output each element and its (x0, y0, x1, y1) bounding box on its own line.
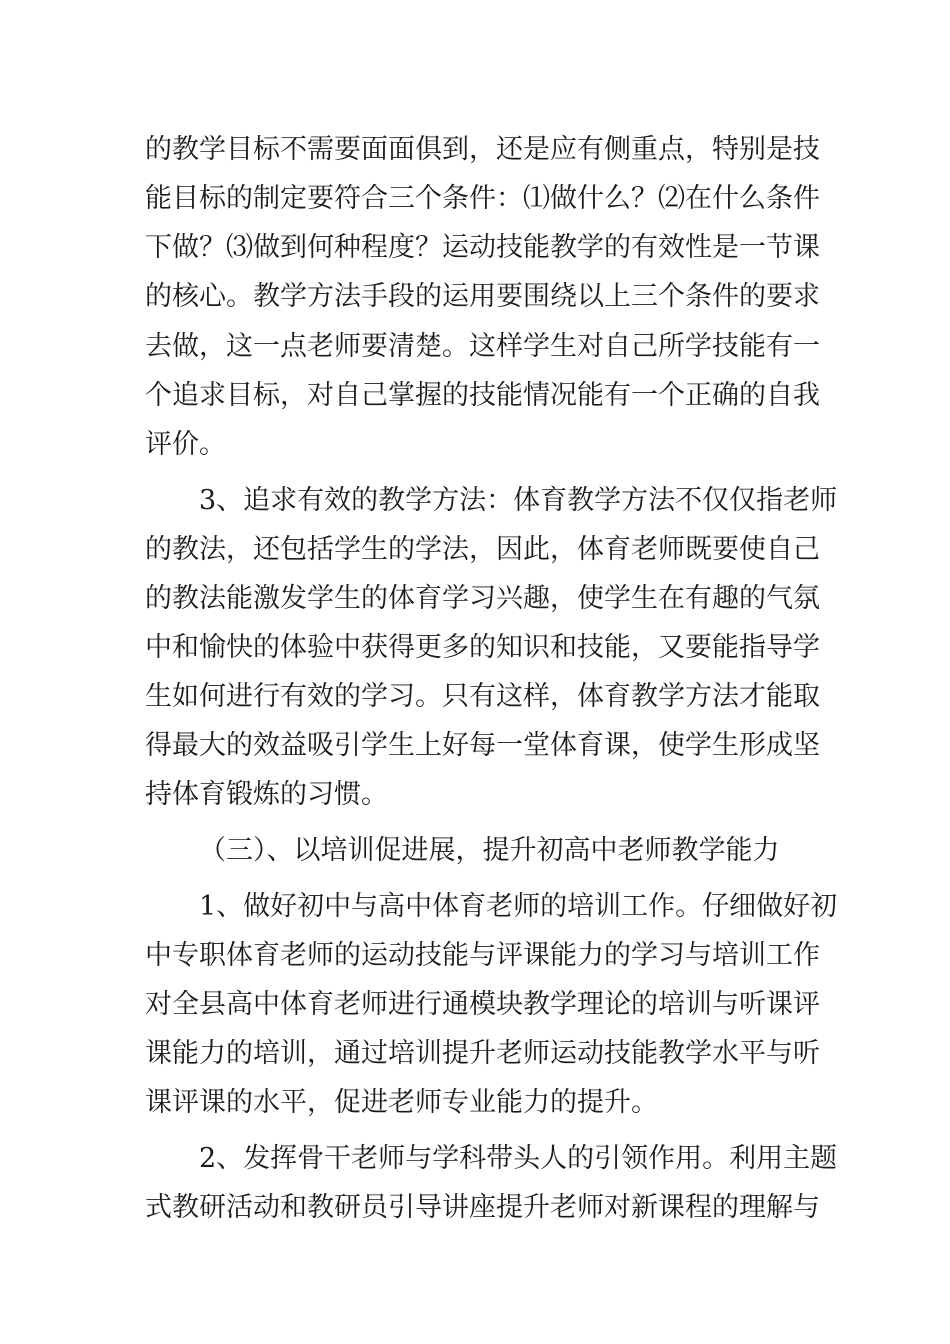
paragraph-line: 中和愉快的体验中获得更多的知识和技能，又要能指导学 (145, 632, 820, 663)
paragraph-line: 持体育锻炼的习惯。 (145, 779, 388, 810)
paragraph-line: 对全县高中体育老师进行通模块教学理论的培训与听课评 (145, 989, 820, 1020)
paragraph-line: 能目标的制定要符合三个条件：⑴做什么？⑵在什么条件 (145, 183, 820, 214)
paragraph-line: 得最大的效益吸引学生上好每一堂体育课，使学生形成坚 (145, 730, 820, 761)
paragraph-first-line: 1、做好初中与高中体育老师的培训工作。仔细做好初 (199, 891, 838, 922)
paragraph-line: 的核心。教学方法手段的运用要围绕以上三个条件的要求 (145, 281, 820, 312)
paragraph-line: 课评课的水平，促进老师专业能力的提升。 (145, 1087, 658, 1118)
paragraph-line: 生如何进行有效的学习。只有这样，体育教学方法才能取 (145, 681, 820, 712)
paragraph-first-line: 3、追求有效的教学方法：体育教学方法不仅仅指老师 (199, 485, 838, 516)
paragraph-line: 去做，这一点老师要清楚。这样学生对自己所学技能有一 (145, 331, 820, 362)
paragraph-line: 下做？⑶做到何种程度？运动技能教学的有效性是一节课 (145, 232, 820, 263)
paragraph-line: 的教法，还包括学生的学法，因此，体育老师既要使自己 (145, 534, 820, 565)
section-heading: （三）、以培训促进展，提升初高中老师教学能力 (199, 835, 780, 866)
paragraph-line: 个追求目标，对自己掌握的技能情况能有一个正确的自我 (145, 380, 820, 411)
paragraph-first-line: 2、发挥骨干老师与学科带头人的引领作用。利用主题 (199, 1143, 838, 1174)
paragraph-line: 课能力的培训，通过培训提升老师运动技能教学水平与听 (145, 1038, 820, 1069)
paragraph-line: 中专职体育老师的运动技能与评课能力的学习与培训工作 (145, 940, 820, 971)
paragraph-line: 评价。 (145, 429, 226, 460)
paragraph-line: 的教学目标不需要面面俱到，还是应有侧重点，特别是技 (145, 134, 820, 165)
paragraph-line: 的教法能激发学生的体育学习兴趣，使学生在有趣的气氛 (145, 583, 820, 614)
paragraph-line: 式教研活动和教研员引导讲座提升老师对新课程的理解与 (145, 1192, 820, 1223)
